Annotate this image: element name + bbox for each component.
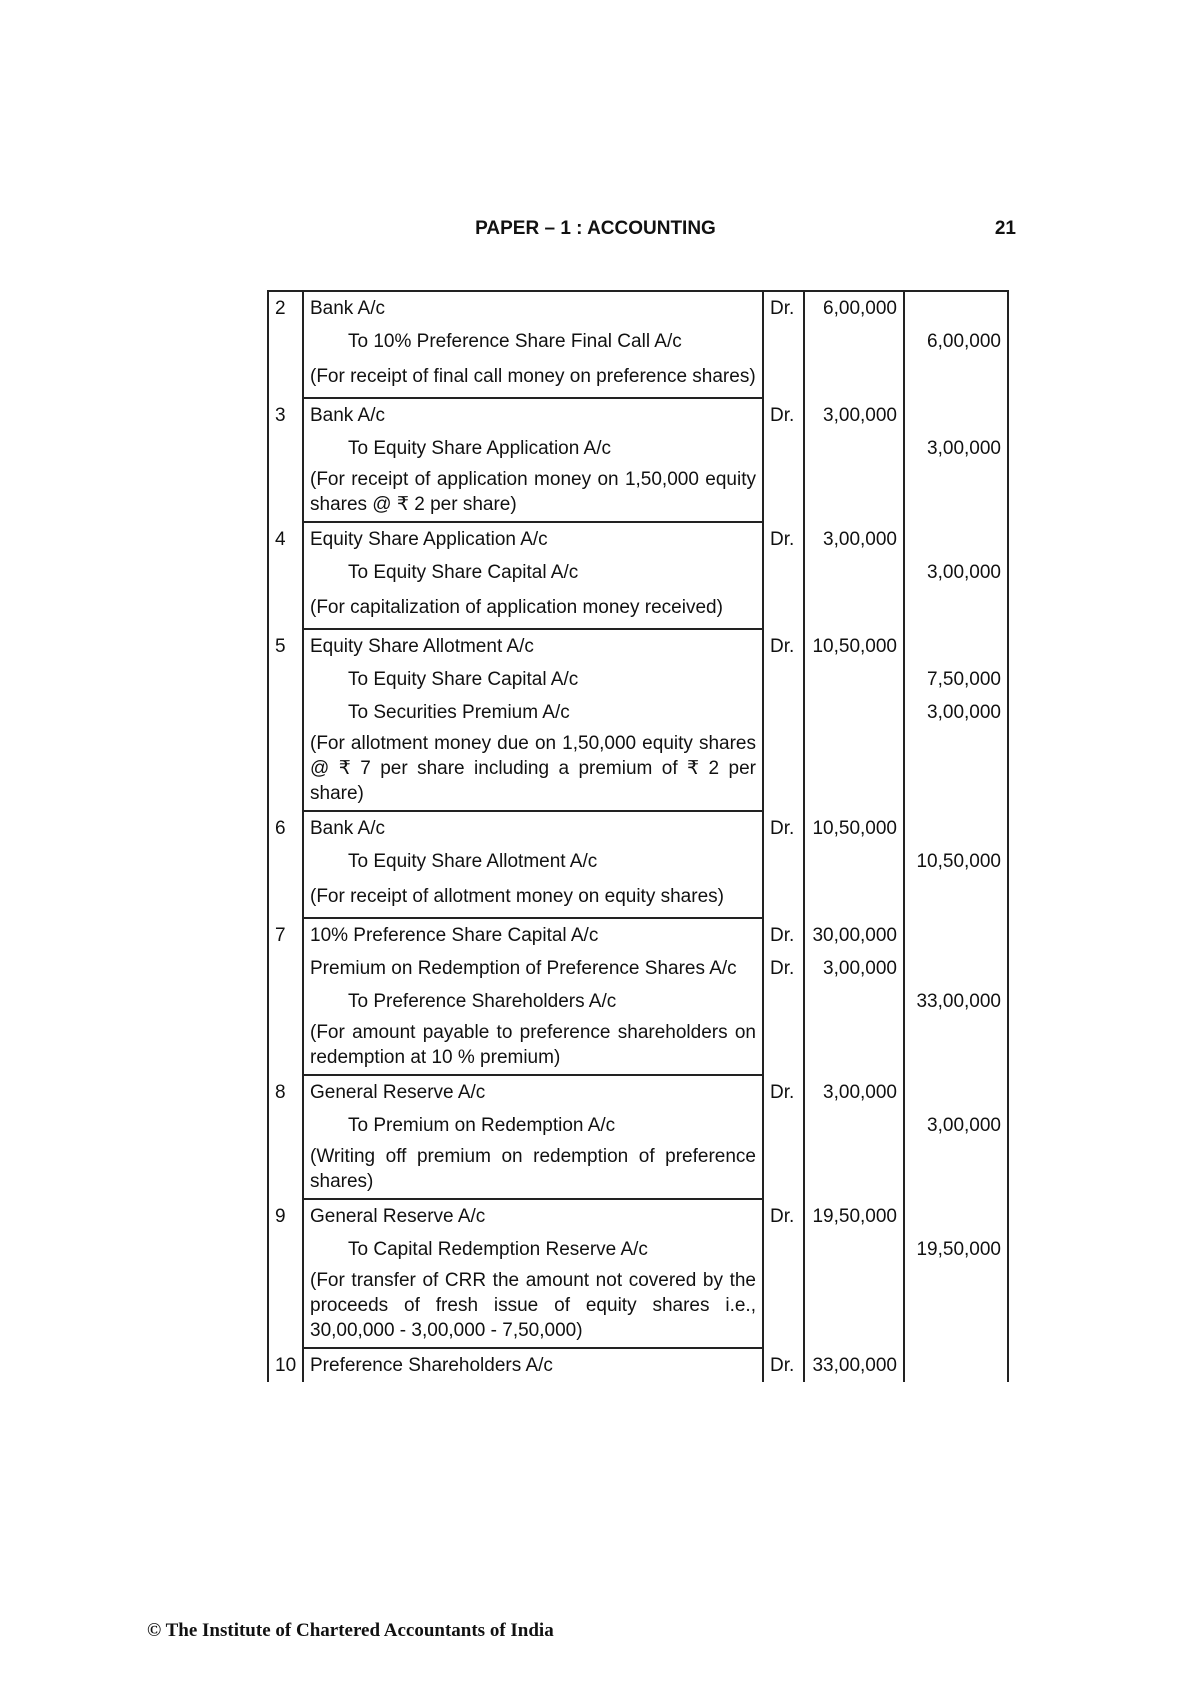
particulars-debit: Bank A/c: [303, 811, 763, 845]
page-title: PAPER – 1 : ACCOUNTING: [475, 218, 716, 239]
entry-number: 2: [268, 291, 303, 325]
journal-line: [268, 1348, 1008, 1382]
credit-amount: [904, 918, 1008, 952]
entry-number: 10: [268, 1348, 303, 1382]
entry-number: 3: [268, 398, 303, 432]
journal-line: [268, 663, 1008, 696]
entry-number: [268, 589, 303, 629]
particulars-debit: General Reserve A/c: [303, 1199, 763, 1233]
dr-marker: [763, 985, 804, 1018]
journal-line: [268, 952, 1008, 985]
entry-number: 6: [268, 811, 303, 845]
dr-marker: Dr.: [763, 291, 804, 325]
journal-line: [268, 398, 1008, 432]
journal-line: [268, 1075, 1008, 1109]
entry-number: 4: [268, 522, 303, 556]
dr-marker: [763, 878, 804, 918]
particulars-credit: To Premium on Redemption A/c: [303, 1109, 763, 1142]
debit-amount: 10,50,000: [804, 811, 904, 845]
credit-amount: [904, 1266, 1008, 1348]
journal-line: [268, 845, 1008, 878]
journal-line: [268, 556, 1008, 589]
debit-amount: [804, 1018, 904, 1075]
debit-amount: 3,00,000: [804, 952, 904, 985]
journal-line: [268, 1109, 1008, 1142]
dr-marker: [763, 1142, 804, 1199]
journal-line: [268, 358, 1008, 398]
particulars-credit: To Securities Premium A/c: [303, 696, 763, 729]
debit-amount: [804, 985, 904, 1018]
debit-amount: [804, 1233, 904, 1266]
journal-line: [268, 1266, 1008, 1348]
entry-number: [268, 465, 303, 522]
particulars-credit: To Equity Share Capital A/c: [303, 556, 763, 589]
debit-amount: [804, 432, 904, 465]
particulars-narration: (For allotment money due on 1,50,000 equity shares @ ₹ 7 per share including a premium of ₹ 2 per share): [303, 729, 763, 811]
entry-number: 9: [268, 1199, 303, 1233]
debit-amount: 6,00,000: [804, 291, 904, 325]
entry-number: [268, 432, 303, 465]
particulars-debit: Premium on Redemption of Preference Shares A/c: [303, 952, 763, 985]
credit-amount: 6,00,000: [904, 325, 1008, 358]
particulars-credit: To Capital Redemption Reserve A/c: [303, 1233, 763, 1266]
dr-marker: Dr.: [763, 629, 804, 663]
debit-amount: [804, 696, 904, 729]
entry-number: [268, 358, 303, 398]
dr-marker: [763, 432, 804, 465]
dr-marker: Dr.: [763, 1075, 804, 1109]
entry-number: 8: [268, 1075, 303, 1109]
credit-amount: 7,50,000: [904, 663, 1008, 696]
credit-amount: [904, 358, 1008, 398]
particulars-credit: To 10% Preference Share Final Call A/c: [303, 325, 763, 358]
credit-amount: [904, 952, 1008, 985]
debit-amount: 33,00,000: [804, 1348, 904, 1382]
debit-amount: [804, 845, 904, 878]
credit-amount: 3,00,000: [904, 1109, 1008, 1142]
journal-line: [268, 811, 1008, 845]
debit-amount: [804, 663, 904, 696]
debit-amount: 10,50,000: [804, 629, 904, 663]
journal-entries-table: [267, 290, 1009, 1382]
dr-marker: Dr.: [763, 398, 804, 432]
entry-number: [268, 952, 303, 985]
dr-marker: [763, 465, 804, 522]
particulars-credit: To Equity Share Application A/c: [303, 432, 763, 465]
journal-line: [268, 589, 1008, 629]
credit-amount: [904, 589, 1008, 629]
dr-marker: [763, 663, 804, 696]
entry-number: [268, 696, 303, 729]
particulars-debit: General Reserve A/c: [303, 1075, 763, 1109]
dr-marker: [763, 729, 804, 811]
journal-line: [268, 1018, 1008, 1075]
dr-marker: [763, 1018, 804, 1075]
debit-amount: [804, 878, 904, 918]
particulars-narration: (For receipt of allotment money on equity shares): [303, 878, 763, 918]
credit-amount: [904, 1075, 1008, 1109]
journal-line: [268, 729, 1008, 811]
credit-amount: [904, 291, 1008, 325]
particulars-debit: Bank A/c: [303, 398, 763, 432]
debit-amount: [804, 325, 904, 358]
debit-amount: [804, 589, 904, 629]
dr-marker: Dr.: [763, 811, 804, 845]
particulars-narration: (For amount payable to preference shareholders on redemption at 10 % premium): [303, 1018, 763, 1075]
journal-line: [268, 325, 1008, 358]
dr-marker: [763, 696, 804, 729]
entry-number: [268, 1109, 303, 1142]
journal-line: [268, 291, 1008, 325]
particulars-debit: Equity Share Application A/c: [303, 522, 763, 556]
journal-line: [268, 1142, 1008, 1199]
particulars-debit: Bank A/c: [303, 291, 763, 325]
debit-amount: 3,00,000: [804, 522, 904, 556]
journal-line: [268, 696, 1008, 729]
particulars-debit: Preference Shareholders A/c: [303, 1348, 763, 1382]
credit-amount: 3,00,000: [904, 556, 1008, 589]
credit-amount: [904, 878, 1008, 918]
journal-line: [268, 629, 1008, 663]
entry-number: [268, 985, 303, 1018]
debit-amount: [804, 1109, 904, 1142]
credit-amount: 19,50,000: [904, 1233, 1008, 1266]
entry-number: 7: [268, 918, 303, 952]
journal-line: [268, 985, 1008, 1018]
particulars-credit: To Equity Share Allotment A/c: [303, 845, 763, 878]
debit-amount: [804, 556, 904, 589]
debit-amount: [804, 1266, 904, 1348]
journal-line: [268, 1199, 1008, 1233]
dr-marker: [763, 1233, 804, 1266]
journal-line: [268, 432, 1008, 465]
dr-marker: [763, 556, 804, 589]
particulars-narration: (For capitalization of application money received): [303, 589, 763, 629]
entry-number: [268, 878, 303, 918]
entry-number: [268, 325, 303, 358]
entry-number: [268, 845, 303, 878]
debit-amount: [804, 358, 904, 398]
entry-number: [268, 663, 303, 696]
journal-line: [268, 522, 1008, 556]
particulars-narration: (Writing off premium on redemption of preference shares): [303, 1142, 763, 1199]
entry-number: [268, 556, 303, 589]
journal-line: [268, 918, 1008, 952]
entry-number: [268, 1233, 303, 1266]
credit-amount: [904, 629, 1008, 663]
debit-amount: 3,00,000: [804, 1075, 904, 1109]
credit-amount: 10,50,000: [904, 845, 1008, 878]
particulars-narration: (For transfer of CRR the amount not covered by the proceeds of fresh issue of equity shares i.e., 30,00,000 - 3,00,000 - 7,50,000): [303, 1266, 763, 1348]
dr-marker: [763, 1109, 804, 1142]
dr-marker: [763, 1266, 804, 1348]
dr-marker: Dr.: [763, 918, 804, 952]
dr-marker: Dr.: [763, 1348, 804, 1382]
journal-line: [268, 465, 1008, 522]
particulars-narration: (For receipt of application money on 1,50,000 equity shares @ ₹ 2 per share): [303, 465, 763, 522]
entry-number: 5: [268, 629, 303, 663]
journal-line: [268, 878, 1008, 918]
debit-amount: 30,00,000: [804, 918, 904, 952]
dr-marker: [763, 589, 804, 629]
dr-marker: Dr.: [763, 1199, 804, 1233]
debit-amount: 19,50,000: [804, 1199, 904, 1233]
dr-marker: [763, 845, 804, 878]
particulars-narration: (For receipt of final call money on preference shares): [303, 358, 763, 398]
particulars-debit: 10% Preference Share Capital A/c: [303, 918, 763, 952]
particulars-credit: To Preference Shareholders A/c: [303, 985, 763, 1018]
dr-marker: Dr.: [763, 952, 804, 985]
dr-marker: [763, 325, 804, 358]
credit-amount: [904, 1018, 1008, 1075]
journal-line: [268, 1233, 1008, 1266]
credit-amount: [904, 1199, 1008, 1233]
debit-amount: 3,00,000: [804, 398, 904, 432]
credit-amount: [904, 811, 1008, 845]
credit-amount: 33,00,000: [904, 985, 1008, 1018]
credit-amount: [904, 522, 1008, 556]
dr-marker: Dr.: [763, 522, 804, 556]
entry-number: [268, 1018, 303, 1075]
debit-amount: [804, 729, 904, 811]
particulars-credit: To Equity Share Capital A/c: [303, 663, 763, 696]
journal-body: [268, 291, 1008, 1382]
entry-number: [268, 729, 303, 811]
dr-marker: [763, 358, 804, 398]
footer-copyright: © The Institute of Chartered Accountants of India: [147, 1620, 554, 1641]
entry-number: [268, 1266, 303, 1348]
credit-amount: [904, 1142, 1008, 1199]
credit-amount: 3,00,000: [904, 696, 1008, 729]
credit-amount: [904, 1348, 1008, 1382]
entry-number: [268, 1142, 303, 1199]
page-number: 21: [994, 218, 1016, 239]
credit-amount: 3,00,000: [904, 432, 1008, 465]
credit-amount: [904, 465, 1008, 522]
particulars-debit: Equity Share Allotment A/c: [303, 629, 763, 663]
debit-amount: [804, 1142, 904, 1199]
credit-amount: [904, 729, 1008, 811]
debit-amount: [804, 465, 904, 522]
credit-amount: [904, 398, 1008, 432]
